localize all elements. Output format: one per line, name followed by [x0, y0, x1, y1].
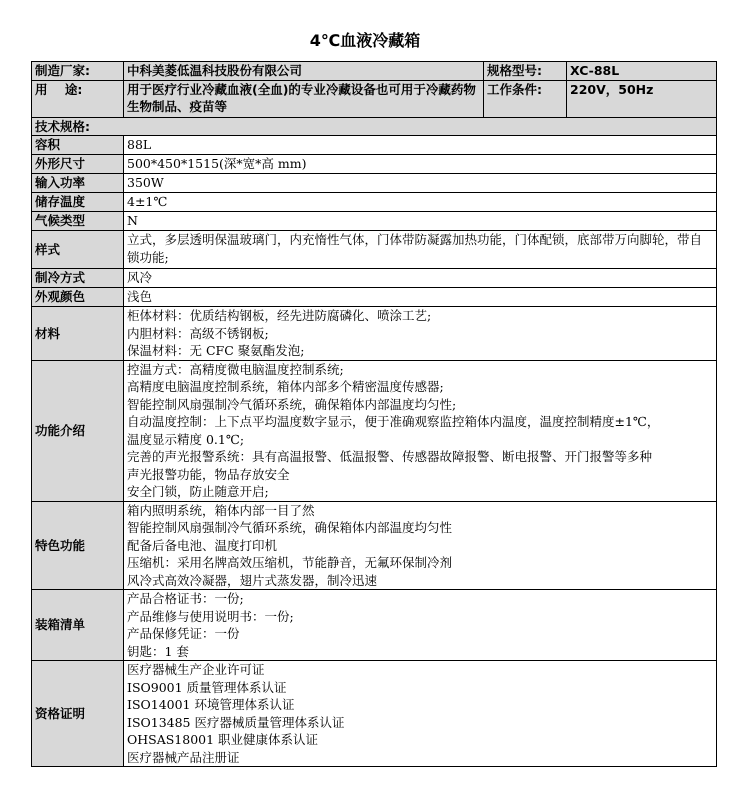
list-item: 医疗器械生产企业许可证 — [127, 662, 265, 677]
voltage-label: 工作条件: — [484, 80, 567, 117]
list-item: 智能控制风扇强制冷气循环系统，确保箱体内部温度均匀性 — [127, 520, 453, 535]
list-item: 医疗器械产品注册证 — [127, 749, 240, 765]
list-item: 声光报警功能，物品存放安全 — [127, 466, 290, 482]
specs-header-row — [32, 117, 717, 136]
list-item: 配备后备电池、温度打印机 — [127, 537, 278, 553]
list-item: 产品合格证书：一份; — [127, 591, 244, 606]
list-item: 保温材料：无 CFC 聚氨酯发泡; — [127, 343, 305, 358]
spec-row-climate — [32, 212, 717, 231]
list-item: 柜体材料：优质结构钢板，经先进防腐磷化、喷涂工艺; — [127, 308, 432, 323]
functions-row — [32, 360, 717, 501]
list-item: 温度显示精度 0.1℃; — [127, 431, 245, 447]
spec-row-volume — [32, 136, 717, 155]
manufacturer-value: 中科美菱低温科技股份有限公司 — [124, 62, 484, 81]
features-label: 特色功能 — [32, 501, 124, 590]
page-title: 4℃血液冷藏箱 — [309, 31, 421, 50]
list-item: ISO9001 质量管理体系认证 — [127, 679, 287, 695]
list-item: 压缩机：采用名牌高效压缩机，节能静音，无氟环保制冷剂 — [127, 555, 453, 570]
list-item: OHSAS18001 职业健康体系认证 — [127, 732, 319, 747]
list-item: 自动温度控制：上下点平均温度数字显示，便于准确观察监控箱体内温度，温度控制精度±1℃， — [127, 414, 660, 429]
list-item: 控温方式：高精度微电脑温度控制系统; — [127, 361, 344, 377]
spec-label: 容积 — [32, 136, 124, 155]
functions-label: 功能介绍 — [32, 360, 124, 501]
packing-lines — [124, 590, 717, 661]
voltage-value: 220V，50Hz — [567, 80, 717, 117]
materials-row — [32, 307, 717, 361]
list-item: ISO13485 医疗器械质量管理体系认证 — [127, 714, 345, 730]
list-item: 钥匙：1 套 — [127, 643, 189, 659]
spec-label: 外形尺寸 — [32, 155, 124, 174]
spec-value: 350W — [124, 174, 717, 193]
spec-value: 4±1℃ — [124, 193, 717, 212]
list-item: 箱内照明系统，箱体内部一目了然 — [127, 502, 315, 518]
spec-value: 88L — [124, 136, 717, 155]
spec-label: 制冷方式 — [32, 269, 124, 288]
spec-row-color — [32, 288, 717, 307]
certs-row — [32, 661, 717, 767]
packing-label: 装箱清单 — [32, 590, 124, 661]
spec-row-style — [32, 231, 717, 269]
model-label: 规格型号: — [484, 62, 567, 81]
spec-table — [31, 61, 717, 767]
list-item: 安全门锁，防止随意开启; — [127, 484, 269, 499]
list-item: 产品维修与使用说明书：一份; — [127, 608, 294, 624]
model-value: XC-88L — [567, 62, 717, 81]
materials-lines — [124, 307, 717, 361]
usage-label: 用 途: — [32, 80, 124, 117]
certs-label: 资格证明 — [32, 661, 124, 767]
spec-label: 样式 — [32, 231, 124, 269]
spec-value: 风冷 — [124, 269, 717, 288]
list-item: ISO14001 环境管理体系认证 — [127, 697, 295, 712]
spec-value: 立式，多层透明保温玻璃门，内充惰性气体，门体带防凝露加热功能，门体配锁，底部带万向脚轮，带自锁功能; — [124, 231, 717, 269]
list-item: 完善的声光报警系统：具有高温报警、低温报警、传感器故障报警、断电报警、开门报警等多种 — [127, 449, 653, 464]
spec-label: 输入功率 — [32, 174, 124, 193]
features-lines — [124, 501, 717, 590]
spec-row-cooling — [32, 269, 717, 288]
list-item: 高精度电脑温度控制系统，箱体内部多个精密温度传感器; — [127, 379, 444, 394]
usage-value: 用于医疗行业冷藏血液(全血)的专业冷藏设备也可用于冷藏药物生物制品、疫苗等 — [124, 80, 484, 117]
manufacturer-label: 制造厂家: — [32, 62, 124, 81]
spec-label: 储存温度 — [32, 193, 124, 212]
materials-label: 材料 — [32, 307, 124, 361]
spec-row-power — [32, 174, 717, 193]
manufacturer-row — [32, 62, 717, 81]
spec-label: 气候类型 — [32, 212, 124, 231]
spec-value: 500*450*1515(深*宽*高 mm) — [124, 155, 717, 174]
spec-row-temperature — [32, 193, 717, 212]
list-item: 智能控制风扇强制冷气循环系统，确保箱体内部温度均匀性; — [127, 396, 457, 412]
functions-lines — [124, 360, 717, 501]
usage-row — [32, 80, 717, 117]
spec-label: 外观颜色 — [32, 288, 124, 307]
spec-value: 浅色 — [124, 288, 717, 307]
list-item: 风冷式高效冷凝器，翅片式蒸发器，制冷迅速 — [127, 572, 378, 588]
spec-value: N — [124, 212, 717, 231]
certs-lines — [124, 661, 717, 767]
specs-header: 技术规格: — [32, 117, 717, 136]
list-item: 产品保修凭证：一份 — [127, 626, 240, 641]
list-item: 内胆材料：高级不锈钢板; — [127, 325, 269, 341]
packing-row — [32, 590, 717, 661]
spec-row-dimensions — [32, 155, 717, 174]
features-row — [32, 501, 717, 590]
